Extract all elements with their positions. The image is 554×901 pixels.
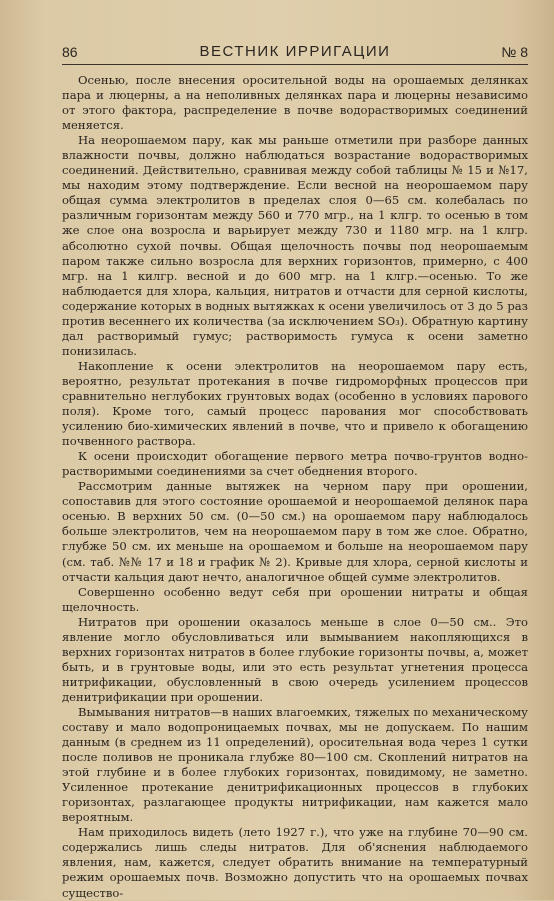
paragraph: Нам приходилось видеть (лето 1927 г.), что уже на глубине 70—90 см. содержались лишь следы нитратов. Для об'яснения наблюдаемого явления, нам, кажется, следует обратить внимание на температурный режим орошаемых почв. Возможно допустить что на орошаемых почвах существо- [62, 825, 528, 900]
journal-title: ВЕСТНИК ИРРИГАЦИИ [199, 43, 391, 60]
paragraph: К осени происходит обогащение первого метра почво-грунтов водно-растворимыми соединениями за счет обеднения второго. [62, 449, 528, 479]
issue-number: № 8 [501, 44, 528, 60]
paragraph: Вымывания нитратов—в наших влагоемких, тяжелых по механическому составу и мало водопроницаемых почвах, мы не допускаем. По нашим данным (в среднем из 11 определений), оросительная вода через 1 сутки после поливов не проникала глубже 80—100 см. Скоплений нитратов на этой глубине и в более глубоких горизонтах, повидимому, не заметно. Усиленное протекание денитрификационных процессов в глубоких горизонтах, разлагающее продукты нитрификации, нам кажется мало вероятным. [62, 704, 528, 825]
paragraph: Совершенно особенно ведут себя при орошении нитраты и общая щелочность. [62, 584, 528, 614]
paragraph: Накопление к осени электролитов на неорошаемом пару есть, вероятно, результат протекания в почве гидроморфных процессов при сравнительно неглубоких грунтовых водах (особенно в условиях парового поля). Кроме того, самый процесс парования мог способствовать усилению био-химических явлений в почве, что и привело к обогащению почвенного раствора. [62, 358, 528, 449]
paragraph: Рассмотрим данные вытяжек на черном пару при орошении, сопоставив для этого состояние орошаемой и неорошаемой делянок пара осенью. В верхних 50 см. (0—50 см.) на орошаемом пару наблюдалось больше электролитов, чем на неорошаемом пару в том же слое. Обратно, глубже 50 см. их меньше на орошаемом и больше на неорошаемом пару (см. таб. №№ 17 и 18 и график № 2). Кривые для хлора, серной кислоты и отчасти кальция дают нечто, аналогичное общей сумме электролитов. [62, 479, 528, 584]
running-header [62, 42, 528, 65]
article-body [62, 73, 528, 901]
page-number: 86 [62, 44, 78, 60]
paragraph: Нитратов при орошении оказалось меньше в слое 0—50 см.. Это явление могло обусловливаться или вымыванием накопляющихся в верхних горизонтах нитратов в более глубокие горизонты почвы, а, может быть, и в грунтовые воды, или это есть результат угнетения процесса нитрификации, обусловленный в свою очередь усилением процессов денитрификации при орошении. [62, 614, 528, 704]
paragraph: На неорошаемом пару, как мы раньше отметили при разборе данных влажности почвы, должно наблюдаться возрастание водорастворимых соединений. Действительно, сравнивая между собой таблицы № 15 и №17, мы находим этому подтверждение. Если весной на неорошаемом пару общая сумма электролитов в пределах слоя 0—65 см. колебалась по различным горизонтам между 560 и 770 мгр., на 1 клгр. то осенью в том же слое она возросла и варьирует между 730 и 1180 мгр. на 1 клгр. абсолютно сухой почвы. Общая щелочность почвы под неорошаемым паром также сильно возросла для верхних горизонтов, примерно, с 400 мгр. на 1 килгр. весной и до 600 мгр. на 1 клгр.—осенью. То же наблюдается для хлора, кальция, нитратов и отчасти для серной кислоты, содержание которых в водных вытяжках к осени увеличилось от 3 до 5 раз против весеннего их количества (за исключением SO₃). Обратную картину дал растворимый гумус; растворимость гумуса к осени заметно понизилась. [62, 133, 528, 358]
paragraph: Осенью, после внесения оросительной воды на орошаемых делянках пара и люцерны, а на неполивных делянках пара и люцерны независимо от этого фактора, распределение в почве водорастворимых соединений меняется. [62, 73, 528, 133]
